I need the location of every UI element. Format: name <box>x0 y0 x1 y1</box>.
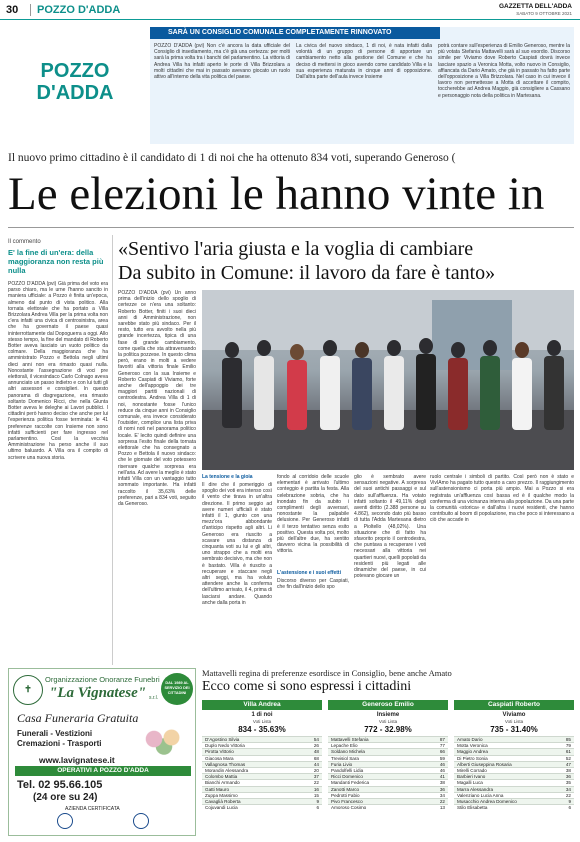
article-col-d: glio è sembrato avere sensazioni negative. A sorpresa del suoi antichi passaggi e sul dato sull'affluenza. Ha votato infatti soltanto il 49,11% degli aventi diritto (2.388 persone su 4.862), secondo dato più basso di tutta l'Adda Martesana dietro a Pioltello (48,02%). Una situazione che di fatto ha sfavorito proprio il centrodestra, che puntava a recuperare i voti necessari alla vittoria nei quartieri nuovi, quelli popolati da residenti più legati alle dinamiche del paese, in cui potevano giocare un <box>354 474 426 580</box>
vote-row-candidate: Colombo Mattia <box>205 774 238 780</box>
vote-row-candidate: Magalli Luca <box>457 780 483 786</box>
ad-srl: s.r.l. <box>149 695 159 701</box>
side-title-line2: D'ADDA <box>36 82 114 104</box>
vote-row-candidate: Zanotti Marco <box>331 786 360 792</box>
main-title: Le elezioni le hanno vinte in <box>8 168 545 220</box>
vote-row-candidate: Maggio Andrea <box>457 749 488 755</box>
vote-row-votes: 87 <box>439 737 445 742</box>
page-number: 30 <box>6 4 19 16</box>
vote-row-candidate: Trevisiol Sara <box>331 755 359 761</box>
ad-logo <box>13 675 43 705</box>
ad-cert-seal-1 <box>57 813 73 829</box>
ad-website-link[interactable]: www.lavignatese.it <box>39 755 115 765</box>
vote-row-votes: 22 <box>439 798 445 804</box>
vote-list-candidate: Caspiati Roberto <box>454 700 574 710</box>
vote-row-candidate: Lepache Elio <box>331 743 358 749</box>
article-subhead-2: L'astensione e i suoi effetti <box>277 570 341 576</box>
vote-list-result: 834 - 35.63% <box>238 725 286 734</box>
ad-name: "La Vignatese" <box>49 685 147 701</box>
ad-casa: Casa Funeraria Gratuita <box>17 711 139 725</box>
vote-row-candidate: Mandanti Federica <box>331 780 370 786</box>
group-photo <box>202 290 574 470</box>
quote-line-1: «Sentivo l'aria giusta e la voglia di cambiare <box>118 238 474 260</box>
vote-row-votes: 16 <box>313 786 319 792</box>
vote-row-votes: 6 <box>316 805 319 811</box>
vote-row-candidate: Musacchio Andrea Domenico <box>457 798 517 804</box>
vote-row-votes: 6 <box>568 805 571 811</box>
vote-row <box>328 804 448 810</box>
page-header <box>0 0 580 20</box>
vote-row-votes: 35 <box>565 780 571 786</box>
ad-org: Organizzazione Onoranze Funebri <box>45 675 160 684</box>
vote-list-label: Voti Lista <box>378 719 398 724</box>
vote-row-candidate: Duplo Nedo Vittoria <box>205 743 245 749</box>
section-name: POZZO D'ADDA <box>30 4 120 16</box>
article-col-a: POZZO D'ADDA (pvi) Un anno prima dell'inizio dello spoglio di certezze ce n'era una soltanto: Roberto Botter, finiti i suoi dieci anni di Amministrazione, non sarebbe stato più sindaco. Per il resto, tutto era avvolto nella più grande incertezza, tipica di una fase di grande cambiamento, come quella che sta attraversando la politica pozzese. In questo clima però, erano in molti a vedere favoriti alla vittoria finale Emilio Generoso con la sua Insieme e Roberto Caspiati di Viviamo, forte anche dell'appoggio dei tre maggiori partiti nazionali di centrodestra. Andrea Villa di 1 di noi, nonostante fosse l'unico reduce da cinque anni in Consiglio comunale, era invece considerato l'outsider, complice una lista priva di nomi noti nel panorama politico locale. E' lecito quindi definire una sorpresa l'esito finale della tornata elettorale che ha consegnato a Pozzo e Bettola il nuovo sindaco: che le giornate del voto potessero riservare qualche sorpresa era nell'aria. Ad avere la meglio è stato infatti Villa con un vantaggio tutto sommato importante. Ha infatti raccolto il 35,63% delle preferenze, pari a 834 voti, seguito da Generoso. <box>118 290 196 507</box>
vote-row-candidate: Ricci Domenico <box>331 774 363 780</box>
vote-row-votes: 77 <box>439 743 445 749</box>
vote-row-candidate: Cavaglià Roberta <box>205 798 241 804</box>
article-col-c: fondo al corridoio delle scuole elementari è arrivato l'ultimo conteggio è partita la festa. Alla celebrazione sobria, che ha inondato fin da subito i complimenti degli avversari, nonostante la palpabile delusione. Per Generoso infatti è il terzo tentativo senza esito positivo. Questa volta poi, molto più dell'altre due, ha sentito davvero vicina la possibilità di vittoria. <box>277 474 349 555</box>
issue-date: SABATO 9 OTTOBRE 2021 <box>516 11 572 16</box>
vote-row-votes: 61 <box>565 749 571 755</box>
ad-certified: AZIENDA CERTIFICATA <box>65 806 120 812</box>
vote-row-candidate: Zuppa Massimo <box>205 792 238 798</box>
vote-row-votes: 37 <box>313 774 319 780</box>
vote-list-label: Voti Lista <box>504 719 524 724</box>
comment-body: POZZO D'ADDA (pvi) Già prima del voto era parso chiaro, ma le urne l'hanno sancito in maniera ufficiale: a Pozzo è finita un'epoca, almeno dal punto di vista politico. Alla tornata elettorale che ha portato a Villa Brizzolara Andrea Villa per la prima volta non c'era infatti una civica di centrosinistra, area che ha governato il paese quasi ininterrottamente dal Dopoguerra a oggi. Allo stesso tempo, la fine del mandato di Roberto Botter aveva lasciato un vuoto politico da colmare. Della maggioranza che ha amministrato Pozzo e Bettola negli ultimi dieci anni non era rimasto quasi nulla. Nonostante l'assegnazione di voci pre elettorali, il vicesindaco Carlo Colnago aveva annunciato un passo indietro e con lui tutti gli altri assessori e consiglieri. In questo panorama di disgregazione, era rimasto soltanto Domenico Ricci, che nella Giunta Botter aveva le deleghe ai Lavori pubblici. I cittadini però hanno deciso che anche per lui l'esperienza politica fosse terminata: le 41 preferenze raccolte con Insieme non sono infatti sufficienti per fare ingresso nel parlamentino. Così la vecchia Amministrazione ha perso anche il suo ultimo baluardo. A Villa ora il compito di scrivere una nuova storia. <box>8 281 108 461</box>
votes-title-small: Mattavelli regina di preferenze esordisce in Consiglio, bene anche Amato <box>202 668 452 678</box>
votes-section <box>202 668 574 836</box>
vote-row-votes: 85 <box>565 737 571 742</box>
quote-line-2: Da subito in Comune: il lavoro da fare è tanto» <box>118 262 496 284</box>
ad-logo-glyph: ✝ <box>24 684 32 694</box>
top-headline: SARÀ UN CONSIGLIO COMUNALE COMPLETAMENTE RINNOVATO <box>150 27 440 39</box>
vote-row-votes: 48 <box>313 749 319 755</box>
vote-row-votes: 59 <box>439 755 445 761</box>
vote-row-votes: 34 <box>439 792 445 798</box>
top-col3: potrà contare sull'esperienza di Emilio Generoso, mentre la più votata Stefania Mattavelli sarà al suo esordio. Discorso simile per Viviamo dove Roberto Caspiati dovrà invece lasciare spazio a Veronica Motta, volto nuovo in Consiglio, affiancata da Dario Amato, che già in passato ha fatto parte dell'opposizione a Villa Brizzolara. Nel caso in cui invece il lavoro non permettesse a Motta di accettare il compito, toccherebbe ad Andrea Maggio, già consigliere a Cassano e personaggio nota della politica in Martesana. <box>438 43 570 99</box>
paper-name: GAZZETTA DELL'ADDA <box>498 3 572 10</box>
comment-column <box>8 233 108 665</box>
vote-list-candidate: Villa Andrea <box>202 700 322 710</box>
column-divider <box>112 235 113 665</box>
vote-row-candidate: Motta Veronica <box>457 743 488 749</box>
vote-list-1 <box>328 700 448 836</box>
vote-row-candidate: Pivo Francesco <box>331 798 363 804</box>
vote-row-candidate: Valenziano Lucia Anna <box>457 792 504 798</box>
kicker: Il nuovo primo cittadino è il candidato di 1 di noi che ha ottenuto 834 voti, superando Generoso ( <box>8 152 456 164</box>
photo-illustration <box>202 290 574 470</box>
ad-flower <box>139 727 189 757</box>
article-col-c2: Discorso diverso per Caspiati, che fin dall'inizio dello spo <box>277 578 349 591</box>
comment-title: E' la fine di un'era: della maggioranza non resta più nulla <box>8 248 104 275</box>
article-col-e: ruolo centrale i simboli di partito. Così però non è stato e VivIAmo ha pagato tutto questo a caro prezzo. Il raggiungimento sull'astensionismo ci porta più ampio. Mai a Pozzo si era registrata un'affluenza così bassa ed è il qualche modo la conferma di una vicinanza interna alla popolazione. Da una parte la comunità «storica» e dall'altra i nuovi residenti, che hanno contribuito al boom di popolazione, ma che poco si interessano a ciò che accade in <box>430 474 574 524</box>
vote-row <box>202 804 322 810</box>
vote-row-votes: 34 <box>565 786 571 792</box>
vote-row-votes: 38 <box>439 780 445 786</box>
vote-row-candidate: Stilo Elisabetta <box>457 805 488 811</box>
vote-row-votes: 54 <box>313 737 319 742</box>
vote-row-votes: 41 <box>439 774 445 780</box>
vote-row-candidate: Vallagnosa Thomas <box>205 761 246 767</box>
vote-row-votes: 38 <box>565 767 571 773</box>
vote-row-votes: 13 <box>439 805 445 811</box>
vote-list-result: 772 - 32.98% <box>364 725 412 734</box>
vote-row-votes: 52 <box>565 755 571 761</box>
vote-row-votes: 46 <box>439 767 445 773</box>
ad-badge: DAL 1989 AL SERVIZIO DEI CITTADINI <box>161 673 193 705</box>
vote-row-candidate: Soldano Michela <box>331 749 365 755</box>
article-col-b: Il dire che il pomeriggio di spoglio dei voti era intenso così il vento che tirava in un'altra direzione. Il primo seggio ad avere numeri ufficiali è stato infatti il 1, giunto con una mezz'ora abbondante d'anticipo rispetto agli altri. Li Generoso era riuscito a scavare una distanza di cinquanta voti su lui e gli altri, uno strappo che a molti era sembrato decisivo, ma che non è bastato. Villa è riuscito a recuperare e staccare negli altri seggi, ma ha voluto attendere anche la conferma dell'ultimo arrivato, il 4, prima di lasciarsi andare. Quando anche dalla porta in <box>202 482 272 606</box>
vote-list-0 <box>202 700 322 836</box>
vote-list-2 <box>454 700 574 836</box>
vote-row-candidate: Barbieri Ivano <box>457 774 486 780</box>
title-rule <box>8 227 574 228</box>
ad-services-2: Cremazioni - Trasporti <box>17 739 102 748</box>
vote-row <box>454 804 574 810</box>
ad-hours: (24 ore su 24) <box>33 792 98 803</box>
vote-row-candidate: Pedrotti Fabio <box>331 792 360 798</box>
quote-headline <box>118 237 574 285</box>
vote-row-votes: 46 <box>439 761 445 767</box>
vote-row-votes: 20 <box>313 767 319 773</box>
vote-row-votes: 9 <box>568 798 571 804</box>
vote-row-candidate: Furia Livio <box>331 761 353 767</box>
vote-row-votes: 47 <box>565 761 571 767</box>
vote-row-candidate: Mattavelli Stefania <box>331 737 369 742</box>
vote-row-candidate: Amoroso Cosimo <box>331 805 367 811</box>
article-subhead-1: La tensione e la gioia <box>202 474 253 480</box>
vote-row-candidate: Di Pietro Sonia <box>457 755 488 761</box>
vote-list-name: Insieme <box>376 712 400 718</box>
top-news-box <box>150 27 574 144</box>
votes-title: Ecco come si sono espressi i cittadini <box>202 679 412 694</box>
vote-row-votes: 79 <box>565 743 571 749</box>
ad-cert-seal-2 <box>133 813 149 829</box>
vote-row-votes: 15 <box>313 792 319 798</box>
ad-phone: Tel. 02 95.66.105 <box>17 779 103 791</box>
vote-row-candidate: Amato Dario <box>457 737 483 742</box>
vote-row-votes: 66 <box>439 749 445 755</box>
vote-list-candidate: Generoso Emilio <box>328 700 448 710</box>
section-side-title <box>10 60 140 104</box>
side-title-line1: POZZO <box>40 60 110 82</box>
vote-list-result: 735 - 31.40% <box>490 725 538 734</box>
vote-row-candidate: Giacosa Mara <box>205 755 234 761</box>
vote-row-candidate: Pirotta Vittorio <box>205 749 234 755</box>
vote-row-candidate: D'Agostino Silvia <box>205 737 240 742</box>
vote-row-votes: 22 <box>565 792 571 798</box>
vote-row-candidate: Morandin Alessandra <box>205 767 249 773</box>
vote-list-label: Voti Lista <box>252 719 272 724</box>
ad-services-1: Funerali - Vestizioni <box>17 729 93 738</box>
vote-row-votes: 68 <box>313 755 319 761</box>
vote-list-name: 1 di noi <box>251 712 273 718</box>
vote-row-votes: 22 <box>313 780 319 786</box>
vote-list-name: Viviamo <box>502 712 526 718</box>
vote-row-votes: 44 <box>313 761 319 767</box>
funeral-ad <box>8 668 196 836</box>
vote-row-candidate: Cojuvandi Lucia <box>205 805 238 811</box>
vote-row-votes: 36 <box>439 786 445 792</box>
vote-tables <box>202 700 574 836</box>
vote-row-votes: 9 <box>316 798 319 804</box>
ad-operativi: OPERATIVI A POZZO D'ADDA <box>15 766 191 776</box>
top-col1: POZZO D'ADDA (pvi) Non c'è ancora la data ufficiale del Consiglio di insediamento, ma c'è già una certezza: per molti sarà la prima volta tra i banchi del parlamentino. La vittoria di Andrea Villa ha infatti aperto le porte di Villa Brizzolara a molti cittadini che mai in passato avevano giocato un ruolo attivo all'interno della vita politica del paese. <box>154 43 290 81</box>
vote-row-candidate: Marra Alessandra <box>457 786 494 792</box>
vote-row-candidate: Alberti Giuseppina Rosaria <box>457 761 512 767</box>
vote-row-votes: 36 <box>565 774 571 780</box>
comment-label: Il commento <box>8 239 41 245</box>
vote-row-candidate: Pandolfelli Lidia <box>331 767 364 773</box>
vote-row-votes: 26 <box>313 743 319 749</box>
vote-row-candidate: Mirelli Corrado <box>457 767 487 773</box>
top-col2: La civica del nuovo sindaco, 1 di noi, è nata infatti dalla volontà di un gruppo di persone di apportare un cambiamento netto alla gestione del Comune e che ha deciso di mettersi in gioco avendo come candidato Villa e la sua esperienza maturata in cinque anni di opposizione. Dall'altra parte dell'aula invece Insieme <box>296 43 432 81</box>
vote-row-candidate: Gatti Mauro <box>205 786 229 792</box>
vote-row-candidate: Bianchi Armando <box>205 780 240 786</box>
article-col-b-wrap <box>202 474 272 664</box>
